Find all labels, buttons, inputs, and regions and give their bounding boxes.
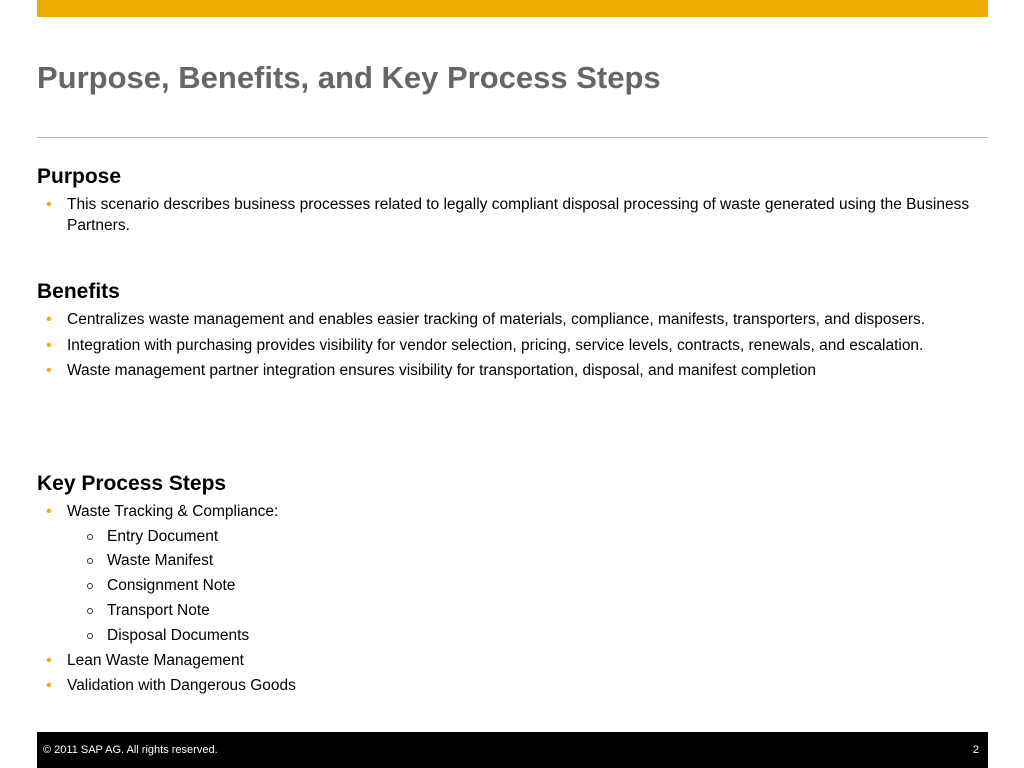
- benefits-section: [37, 280, 988, 387]
- benefit-item: [37, 336, 988, 357]
- key-step-sublist: [67, 527, 988, 646]
- key-step-subitem: [67, 626, 988, 646]
- bullet-icon: •: [46, 651, 52, 669]
- key-step-subitem-text: Entry Document: [107, 527, 219, 545]
- title-divider: [37, 137, 988, 138]
- key-step-subitem: [67, 601, 988, 621]
- key-step-subitem-text: Waste Manifest: [107, 552, 214, 570]
- key-step-subitem: [67, 551, 988, 571]
- circle-bullet-icon: [87, 583, 93, 589]
- key-step-item: [37, 502, 988, 646]
- key-step-subitem-text: Disposal Documents: [107, 626, 250, 644]
- benefits-list: [37, 310, 988, 382]
- benefit-item-text: Integration with purchasing provides visibility for vendor selection, pricing, service levels, contracts, renewals, and escalation.: [67, 336, 924, 354]
- top-accent-bar: [37, 0, 988, 17]
- purpose-item: [37, 195, 988, 236]
- footer-bar: [37, 732, 988, 768]
- purpose-section: [37, 165, 988, 241]
- purpose-item-text: This scenario describes business processes related to legally compliant disposal processing of waste generated using the Business Partners.: [67, 196, 970, 234]
- key-step-item-text: Validation with Dangerous Goods: [67, 677, 296, 695]
- purpose-heading: Purpose: [37, 165, 122, 188]
- key-step-subitem: [67, 576, 988, 596]
- circle-bullet-icon: [87, 558, 93, 564]
- bullet-icon: •: [46, 196, 52, 213]
- bullet-icon: •: [46, 677, 52, 695]
- bullet-icon: •: [46, 503, 52, 520]
- copyright-text: © 2011 SAP AG. All rights reserved.: [43, 744, 218, 756]
- bullet-icon: •: [46, 311, 52, 328]
- bullet-icon: •: [46, 336, 52, 354]
- circle-bullet-icon: [87, 633, 93, 639]
- key-step-item: [37, 676, 988, 697]
- bullet-icon: •: [46, 362, 52, 379]
- benefit-item-text: Centralizes waste management and enables easier tracking of materials, compliance, manifests, transporters, and disposers.: [67, 311, 926, 328]
- benefit-item-text: Waste management partner integration ensures visibility for transportation, disposal, and manifest completion: [67, 362, 816, 379]
- benefits-heading: Benefits: [37, 280, 120, 303]
- key-steps-heading: Key Process Steps: [37, 472, 227, 495]
- purpose-list: [37, 195, 988, 236]
- circle-bullet-icon: [87, 534, 93, 540]
- benefit-item: [37, 361, 988, 382]
- circle-bullet-icon: [87, 608, 93, 614]
- slide-title: Purpose, Benefits, and Key Process Steps: [37, 60, 661, 95]
- key-step-item: [37, 651, 988, 672]
- benefit-item: [37, 310, 988, 331]
- page-number: 2: [972, 744, 979, 756]
- key-step-subitem-text: Transport Note: [107, 601, 210, 619]
- key-steps-list: [37, 502, 988, 697]
- key-step-subitem-text: Consignment Note: [107, 577, 236, 595]
- key-step-item-text: Lean Waste Management: [67, 651, 244, 669]
- key-step-subitem: [67, 527, 988, 547]
- key-step-item-text: Waste Tracking & Compliance:: [67, 503, 279, 520]
- key-steps-section: [37, 472, 988, 702]
